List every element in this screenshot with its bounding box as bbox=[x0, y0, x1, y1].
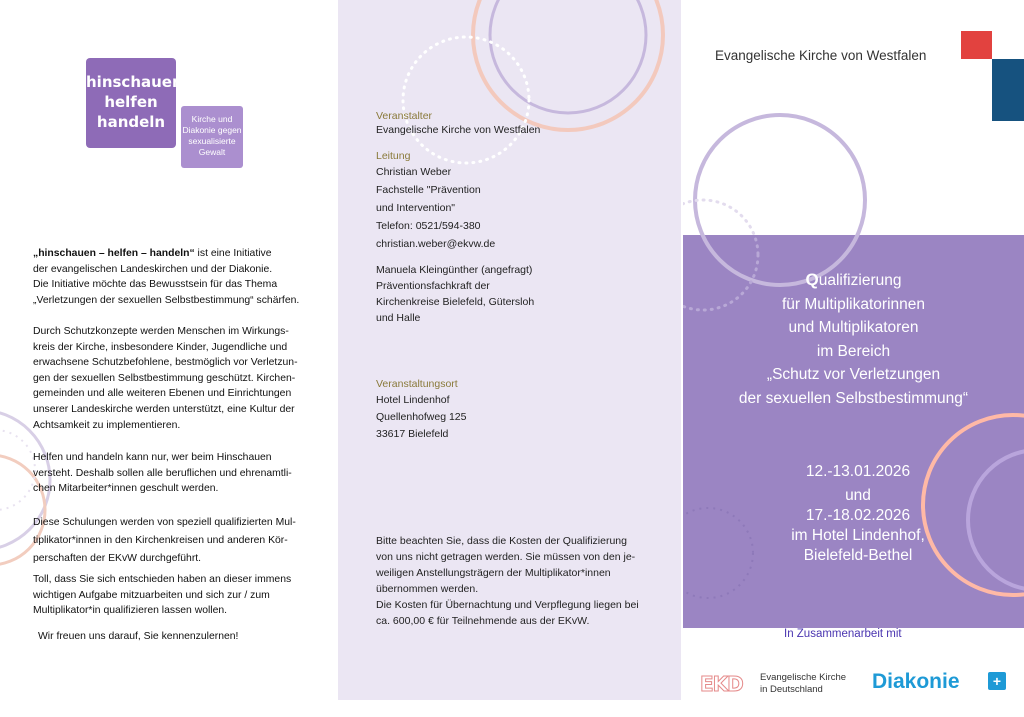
schulungen-paragraph: Diese Schulungen werden von speziell qualifizierten Mul- tiplikator*innen in den Kirchenkreisen und anderen Kör- perschaften der EKvW durchgeführt. bbox=[33, 517, 296, 564]
veranstalter-label: Veranstalter bbox=[376, 110, 433, 122]
ort-label: Veranstaltungsort bbox=[376, 378, 458, 390]
diakonie-cross-icon: + bbox=[988, 672, 1006, 690]
logo-line: handeln bbox=[96, 113, 166, 131]
phone: Telefon: 0521/594-380 bbox=[376, 220, 481, 232]
logo-line: hinschauen bbox=[86, 73, 183, 91]
logo-line: sexualisierte bbox=[188, 136, 236, 146]
ort-line: Hotel Lindenhof bbox=[376, 394, 450, 406]
collaboration-text: In Zusammenarbeit mit bbox=[784, 628, 902, 640]
leitung-label: Leitung bbox=[376, 150, 411, 162]
middle-circles bbox=[338, 0, 681, 700]
right-circles-top bbox=[683, 100, 1024, 240]
middle-panel bbox=[338, 0, 681, 700]
ekd-logo: EKD bbox=[700, 672, 743, 696]
leitung2-line: Präventionsfachkraft der bbox=[376, 280, 490, 292]
kosten-line: ca. 600,00 € für Teilnehmende aus der EKvW. bbox=[376, 615, 590, 627]
intro-paragraph: „hinschauen – helfen – handeln“ ist eine Initiative der evangelischen Landeskirchen und der Diakonie. Die Initiative möchte das Bewusstsein für das Thema „Verletzungen der sexuellen Selbstbestimmung“ schärfen. bbox=[33, 248, 300, 306]
kosten-line: von uns nicht getragen werden. Sie müssen von den je- bbox=[376, 551, 636, 563]
kosten-line: Bitte beachten Sie, dass die Kosten der Qualifizierung bbox=[376, 535, 627, 547]
initiative-name: „hinschauen – helfen – handeln“ bbox=[33, 248, 195, 259]
hinschauen-logo bbox=[86, 58, 183, 148]
logo-line: Gewalt bbox=[198, 147, 226, 157]
ort-line: Quellenhofweg 125 bbox=[376, 411, 467, 423]
ort-line: 33617 Bielefeld bbox=[376, 428, 449, 440]
schutzkonzept-paragraph: Durch Schutzkonzepte werden Menschen im Wirkungs- kreis der Kirche, insbesondere Kinder, Jugendliche und erwachsene Schutzbefohlene, bestmöglich vor Verletzun- gen der sexuellen Selbstbestimmung geschützt. Kirchen- gemeinden und alle weiteren Ebenen und Einrichtungen unserer Landeskirche werden unterstützt, eine Kultur der Achtsamkeit zu implementieren. bbox=[33, 326, 298, 431]
decor-circle bbox=[490, 0, 646, 113]
email-link[interactable]: christian.weber@ekvw.de bbox=[376, 238, 496, 250]
ekd-name: Evangelische Kirche in Deutschland bbox=[760, 672, 847, 695]
title-box bbox=[683, 235, 1024, 628]
logo-line: Diakonie gegen bbox=[182, 125, 242, 135]
leitung2-line: Manuela Kleingünther (angefragt) bbox=[376, 264, 533, 276]
leitung2-line: und Halle bbox=[376, 312, 421, 324]
toll-paragraph: Toll, dass Sie sich entschieden haben an dieser immens wichtigen Aufgabe mitzuarbeiten und sich zur / zum Multiplikator*in qualifizieren lassen wollen. bbox=[33, 574, 292, 617]
logo-line: Kirche und bbox=[191, 114, 233, 124]
kosten-line: Die Kosten für Übernachtung und Verpflegung liegen bei bbox=[376, 599, 639, 611]
leitung-line: Christian Weber bbox=[376, 166, 452, 178]
leitung-line: Fachstelle "Prävention bbox=[376, 184, 481, 196]
leitung2-line: Kirchenkreise Bielefeld, Gütersloh bbox=[376, 296, 535, 308]
kirche-diakonie-logo bbox=[181, 106, 243, 168]
diakonie-logo: Diakonie bbox=[872, 670, 960, 693]
kosten-line: übernommen werden. bbox=[376, 583, 479, 595]
leitung-line: und Intervention" bbox=[376, 202, 456, 214]
decor-circle bbox=[695, 115, 865, 240]
logo-line: helfen bbox=[104, 93, 158, 111]
ekvw-logo-red-square bbox=[961, 31, 992, 59]
course-dates: 12.-13.01.2026 und 17.-18.02.2026 im Hotel Lindenhof, Bielefeld-Bethel bbox=[791, 463, 925, 564]
decor-circle bbox=[473, 0, 663, 130]
veranstalter-value: Evangelische Kirche von Westfalen bbox=[376, 124, 541, 136]
kosten-line: weiligen Anstellungsträgern der Multiplikator*innen bbox=[376, 567, 611, 579]
helfen-paragraph: Helfen und handeln kann nur, wer beim Hinschauen versteht. Deshalb sollen alle beruflichen und ehrenamtli- chen Mitarbeiter*innen geschult werden. bbox=[33, 452, 292, 495]
org-name: Evangelische Kirche von Westfalen bbox=[715, 48, 927, 63]
closing-line: Wir freuen uns darauf, Sie kennenzulernen! bbox=[38, 631, 239, 642]
course-title: Qualifizierung für Multiplikatorinnen und Multiplikatoren im Bereich „Schutz vor Verletzungen der sexuellen Selbstbestimmung“ bbox=[738, 270, 969, 407]
decor-circle bbox=[403, 37, 529, 163]
